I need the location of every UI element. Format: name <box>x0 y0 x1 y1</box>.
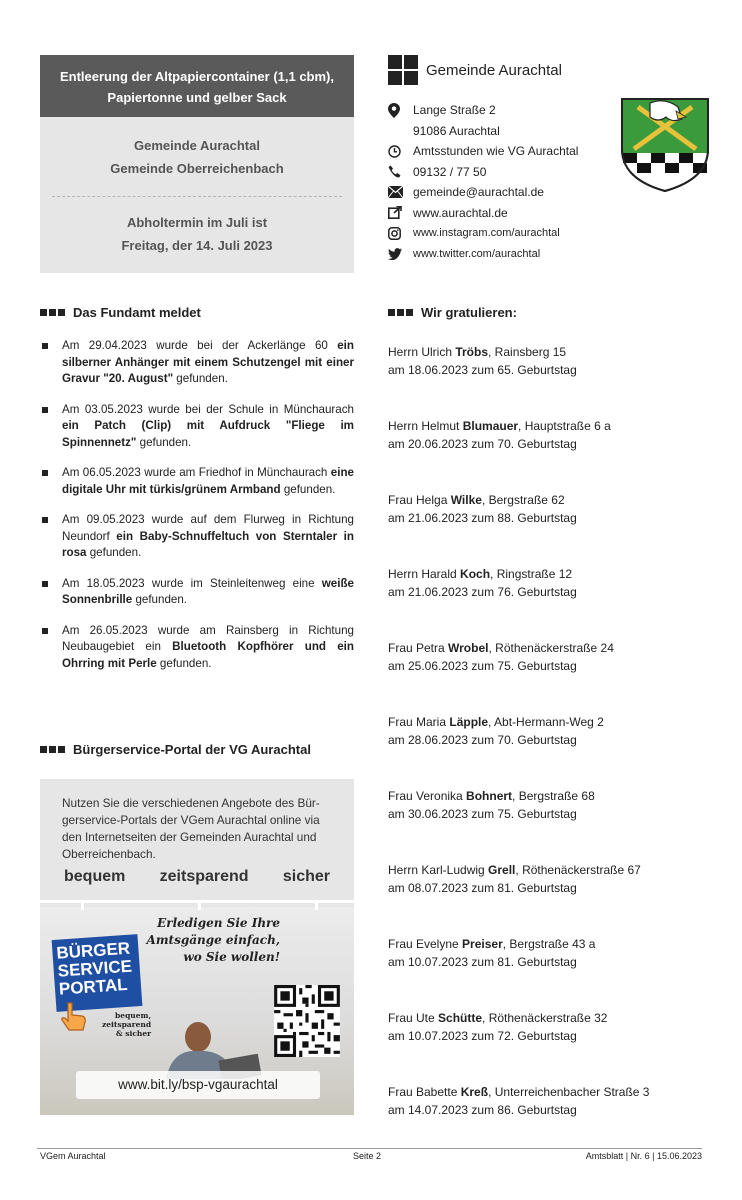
portal-intro: Nutzen Sie die verschiedenen Angebote des Bür-gerservice-Portals der VGem Aurachtal online via den Internetseiten der Gemeinden Aurachtal und Oberreichenbach. <box>62 796 320 861</box>
white-rule <box>40 900 354 903</box>
list-item: Am 29.04.2023 wurde bei der Ackerlänge 60 ein silberner Anhänger mit einem Schutzengel mit einer Gravur "20. August" gefunden. <box>40 338 354 388</box>
pickup-date-line2: Freitag, der 14. Juli 2023 <box>121 238 273 253</box>
footer-publisher: VGem Aurachtal <box>40 1151 106 1161</box>
list-item: Herrn Karl-Ludwig Grell, Röthenäckerstraße 67 am 08.07.2023 zum 81. Geburtstag <box>388 863 641 895</box>
opening-hours-row: Amtsstunden wie VG Aurachtal <box>388 141 578 162</box>
clock-icon <box>388 145 401 158</box>
list-item: Am 03.05.2023 wurde bei der Schule in Münchaurach ein Patch (Clip) mit Aufdruck "Fliege im Spinnennetz" gefunden. <box>40 402 354 452</box>
pickup-date-line1: Abholtermin im Juli ist <box>126 215 268 230</box>
list-item: Frau Ute Schütte, Röthenäckerstraße 32 am 10.07.2023 zum 72. Geburtstag <box>388 1011 608 1043</box>
instagram-icon <box>388 227 401 240</box>
email-row[interactable]: gemeinde@aurachtal.de <box>388 182 578 203</box>
waste-collection-box <box>40 55 354 273</box>
portal-slogan: Erledigen Sie Ihre Amtsgänge einfach, wo Sie wollen! <box>146 916 280 964</box>
twitter-icon <box>388 248 402 260</box>
portal-logo-subline: bequem, zeitsparend & sicher <box>102 1011 152 1038</box>
list-item: Frau Veronika Bohnert, Bergstraße 68 am 30.06.2023 zum 75. Geburtstag <box>388 789 595 821</box>
coat-of-arms-image <box>620 97 710 193</box>
waste-heading <box>40 55 354 117</box>
location-pin-icon <box>388 103 400 118</box>
phone-icon <box>388 165 401 178</box>
birthday-list <box>388 343 708 1157</box>
org-header <box>388 55 708 85</box>
squares-icon <box>40 309 67 316</box>
portal-word-sicher: sicher <box>282 868 330 885</box>
grats-heading: Wir gratulieren: <box>388 305 517 320</box>
address-street-row: Lange Straße 2 <box>388 100 578 121</box>
fundamt-heading: Das Fundamt meldet <box>40 305 201 320</box>
portal-word-bequem: bequem <box>64 868 126 885</box>
lost-found-list <box>40 338 354 686</box>
squares-icon <box>388 309 415 316</box>
buergerservice-portal-logo: BÜRGER SERVICE PORTAL <box>52 934 143 1012</box>
waste-heading-line1: Entleerung der Altpapiercontainer (1,1 cbm), <box>59 69 334 84</box>
portal-ad <box>40 779 354 1115</box>
footer-page-number: Seite 2 <box>353 1151 382 1161</box>
footer-issue: Amtsblatt | Nr. 6 | 15.06.2023 <box>585 1151 702 1161</box>
list-item: Am 26.05.2023 wurde am Rainsberg in Richtung Neubaugebiet ein Bluetooth Kopfhörer und ein Ohrring mit Perle gefunden. <box>40 623 354 673</box>
contact-block <box>388 100 578 264</box>
qr-code <box>274 985 340 1057</box>
twitter-row[interactable]: www.twitter.com/aurachtal <box>388 244 578 265</box>
portal-heading: Bürgerservice-Portal der VG Aurachtal <box>40 742 311 757</box>
instagram-row[interactable]: www.instagram.com/aurachtal <box>388 223 578 244</box>
list-item: Herrn Harald Koch, Ringstraße 12 am 21.06.2023 zum 76. Geburtstag <box>388 567 577 599</box>
list-item: Frau Evelyne Preiser, Bergstraße 43 a am 10.07.2023 zum 81. Geburtstag <box>388 937 596 969</box>
list-item: Am 18.05.2023 wurde im Steinleitenweg eine weiße Sonnenbrille gefunden. <box>40 576 354 609</box>
list-item: Frau Babette Kreß, Unterreichenbacher Straße 3 am 14.07.2023 zum 86. Geburtstag <box>388 1085 650 1117</box>
squares-icon <box>40 746 67 753</box>
pointing-hand-icon <box>58 1001 88 1033</box>
list-item: Frau Petra Wrobel, Röthenäckerstraße 24 am 25.06.2023 zum 75. Geburtstag <box>388 641 614 673</box>
website-row[interactable]: www.aurachtal.de <box>388 203 578 224</box>
list-item: Frau Helga Wilke, Bergstraße 62 am 21.06.2023 zum 88. Geburtstag <box>388 493 577 525</box>
list-item: Am 06.05.2023 wurde am Friedhof in Münchaurach eine digitale Uhr mit türkis/grünem Armband gefunden. <box>40 465 354 498</box>
list-item: Am 09.05.2023 wurde auf dem Flurweg in Richtung Neundorf ein Baby-Schnuffeltuch von Sterntaler in rosa gefunden. <box>40 512 354 562</box>
gemeinde-logo-icon <box>388 55 418 85</box>
email-icon <box>388 186 403 198</box>
dashed-divider <box>52 196 342 197</box>
person-with-laptop-image <box>152 1019 262 1079</box>
org-name: Gemeinde Aurachtal <box>426 61 562 79</box>
list-item: Herrn Ulrich Tröbs, Rainsberg 15 am 18.06.2023 zum 65. Geburtstag <box>388 345 577 377</box>
list-item: Frau Maria Läpple, Abt-Hermann-Weg 2 am 28.06.2023 zum 70. Geburtstag <box>388 715 604 747</box>
external-link-icon <box>388 206 402 219</box>
waste-town-oberreichenbach: Gemeinde Oberreichenbach <box>110 161 284 176</box>
address-city-row: 91086 Aurachtal <box>413 123 500 138</box>
footer-divider <box>37 1148 702 1149</box>
waste-town-aurachtal: Gemeinde Aurachtal <box>134 138 260 153</box>
portal-word-zeitsparend: zeitsparend <box>159 868 249 885</box>
phone-row[interactable]: 09132 / 77 50 <box>388 162 578 183</box>
list-item: Herrn Helmut Blumauer, Hauptstraße 6 a am 20.06.2023 zum 70. Geburtstag <box>388 419 611 451</box>
waste-heading-line2: Papiertonne und gelber Sack <box>107 90 287 105</box>
portal-url[interactable]: www.bit.ly/bsp-vgaurachtal <box>76 1071 320 1099</box>
